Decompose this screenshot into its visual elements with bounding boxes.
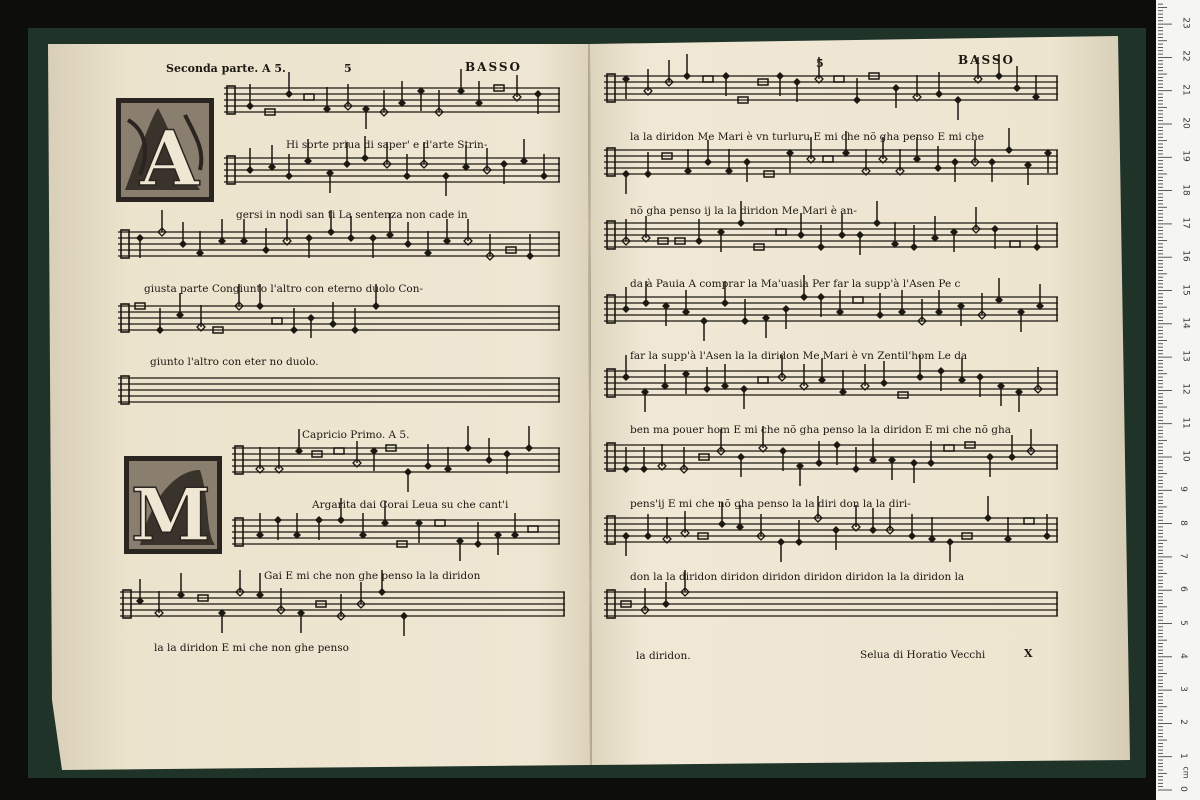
ruler-number: 8 [1177,519,1188,526]
lyric-line: la la diridon E mi che non ghe penso [154,642,349,654]
lyric-line: Argarita dai Corai Leua su che cant'i [312,499,509,511]
footer-mark: X [1024,647,1033,660]
ruler-number: 1 [1177,752,1188,759]
ruler-number: 14 [1180,317,1191,329]
left-page-number: 5 [344,62,352,75]
ruler-number: 3 [1177,686,1188,692]
left-header-basso: BASSO [465,60,522,74]
ruler-number: 13 [1180,350,1191,362]
lyric-line: ben ma pouer hom E mi che nõ gha penso la la diridon E mi che nõ gha [630,424,1011,436]
ruler-number: 2 [1177,719,1188,726]
decorated-initial-m [124,456,222,557]
right-header-basso: BASSO [958,53,1015,67]
lyric-line: la la diridon Me Mari è vn turluru E mi che nõ gha penso E mi che [630,131,984,143]
footer-title: Selua di Horatio Vecchi [860,649,986,661]
scale-ruler [1156,0,1200,800]
ruler-number: 10 [1180,450,1191,462]
lyric-line: don la la diridon diridon diridon diridon diridon la la diridon la [630,571,965,583]
ruler-number: 11 [1180,416,1191,429]
ruler-number: 7 [1177,553,1188,559]
ruler-number: 21 [1180,83,1191,96]
ruler-number: 15 [1180,283,1191,296]
lyric-line: giunto l'altro con eter no duolo. [150,356,319,368]
svg-text:M: M [131,472,211,557]
ruler-number: 16 [1180,250,1191,262]
ruler-number: 20 [1180,117,1191,129]
right-page-number: 5 [816,57,824,70]
ruler-number: 6 [1177,586,1188,593]
lyric-line: far la supp'à l'Asen la la diridon Me Mari è vn Zentil'hom Le da [630,350,968,362]
section-title: Capricio Primo. A 5. [302,429,410,441]
svg-text:A: A [140,114,199,203]
lyric-line: la diridon. [636,650,691,662]
lyric-line: da à Pauia A comprar la Ma'uasia Per far la supp'à l'Asen Pe c [630,278,961,290]
ruler-number: 5 [1177,619,1188,626]
lyric-line: nõ gha penso ij la la diridon Me Mari è an- [630,205,857,217]
ruler-number: 4 [1177,652,1188,659]
ruler-number: 9 [1177,486,1188,493]
ruler-number: 18 [1180,183,1191,196]
decorated-initial-a [116,98,214,203]
lyric-line: Gai E mi che non ghe penso la la diridon [264,570,481,582]
ruler-number: 12 [1180,383,1191,396]
ruler-number: 19 [1180,150,1191,163]
ruler-number: 0 [1177,786,1188,792]
lyric-line: gersi in nodi san ti La sentenza non cade in [236,209,468,221]
lyric-line: pens'ij E mi che nõ gha penso la la diri don la la diri- [630,498,911,510]
lyric-line: giusta parte Congiunto l'altro con eterno duolo Con- [144,283,424,295]
ruler-number: 22 [1180,50,1191,63]
ruler-unit: cm [1181,766,1191,779]
lyric-line: Hi sorte priua di saper' e d'arte Strin- [286,139,488,151]
ruler-number: 23 [1180,17,1191,29]
left-header-left: Seconda parte. A 5. [166,62,286,75]
ruler-number: 17 [1180,217,1191,229]
